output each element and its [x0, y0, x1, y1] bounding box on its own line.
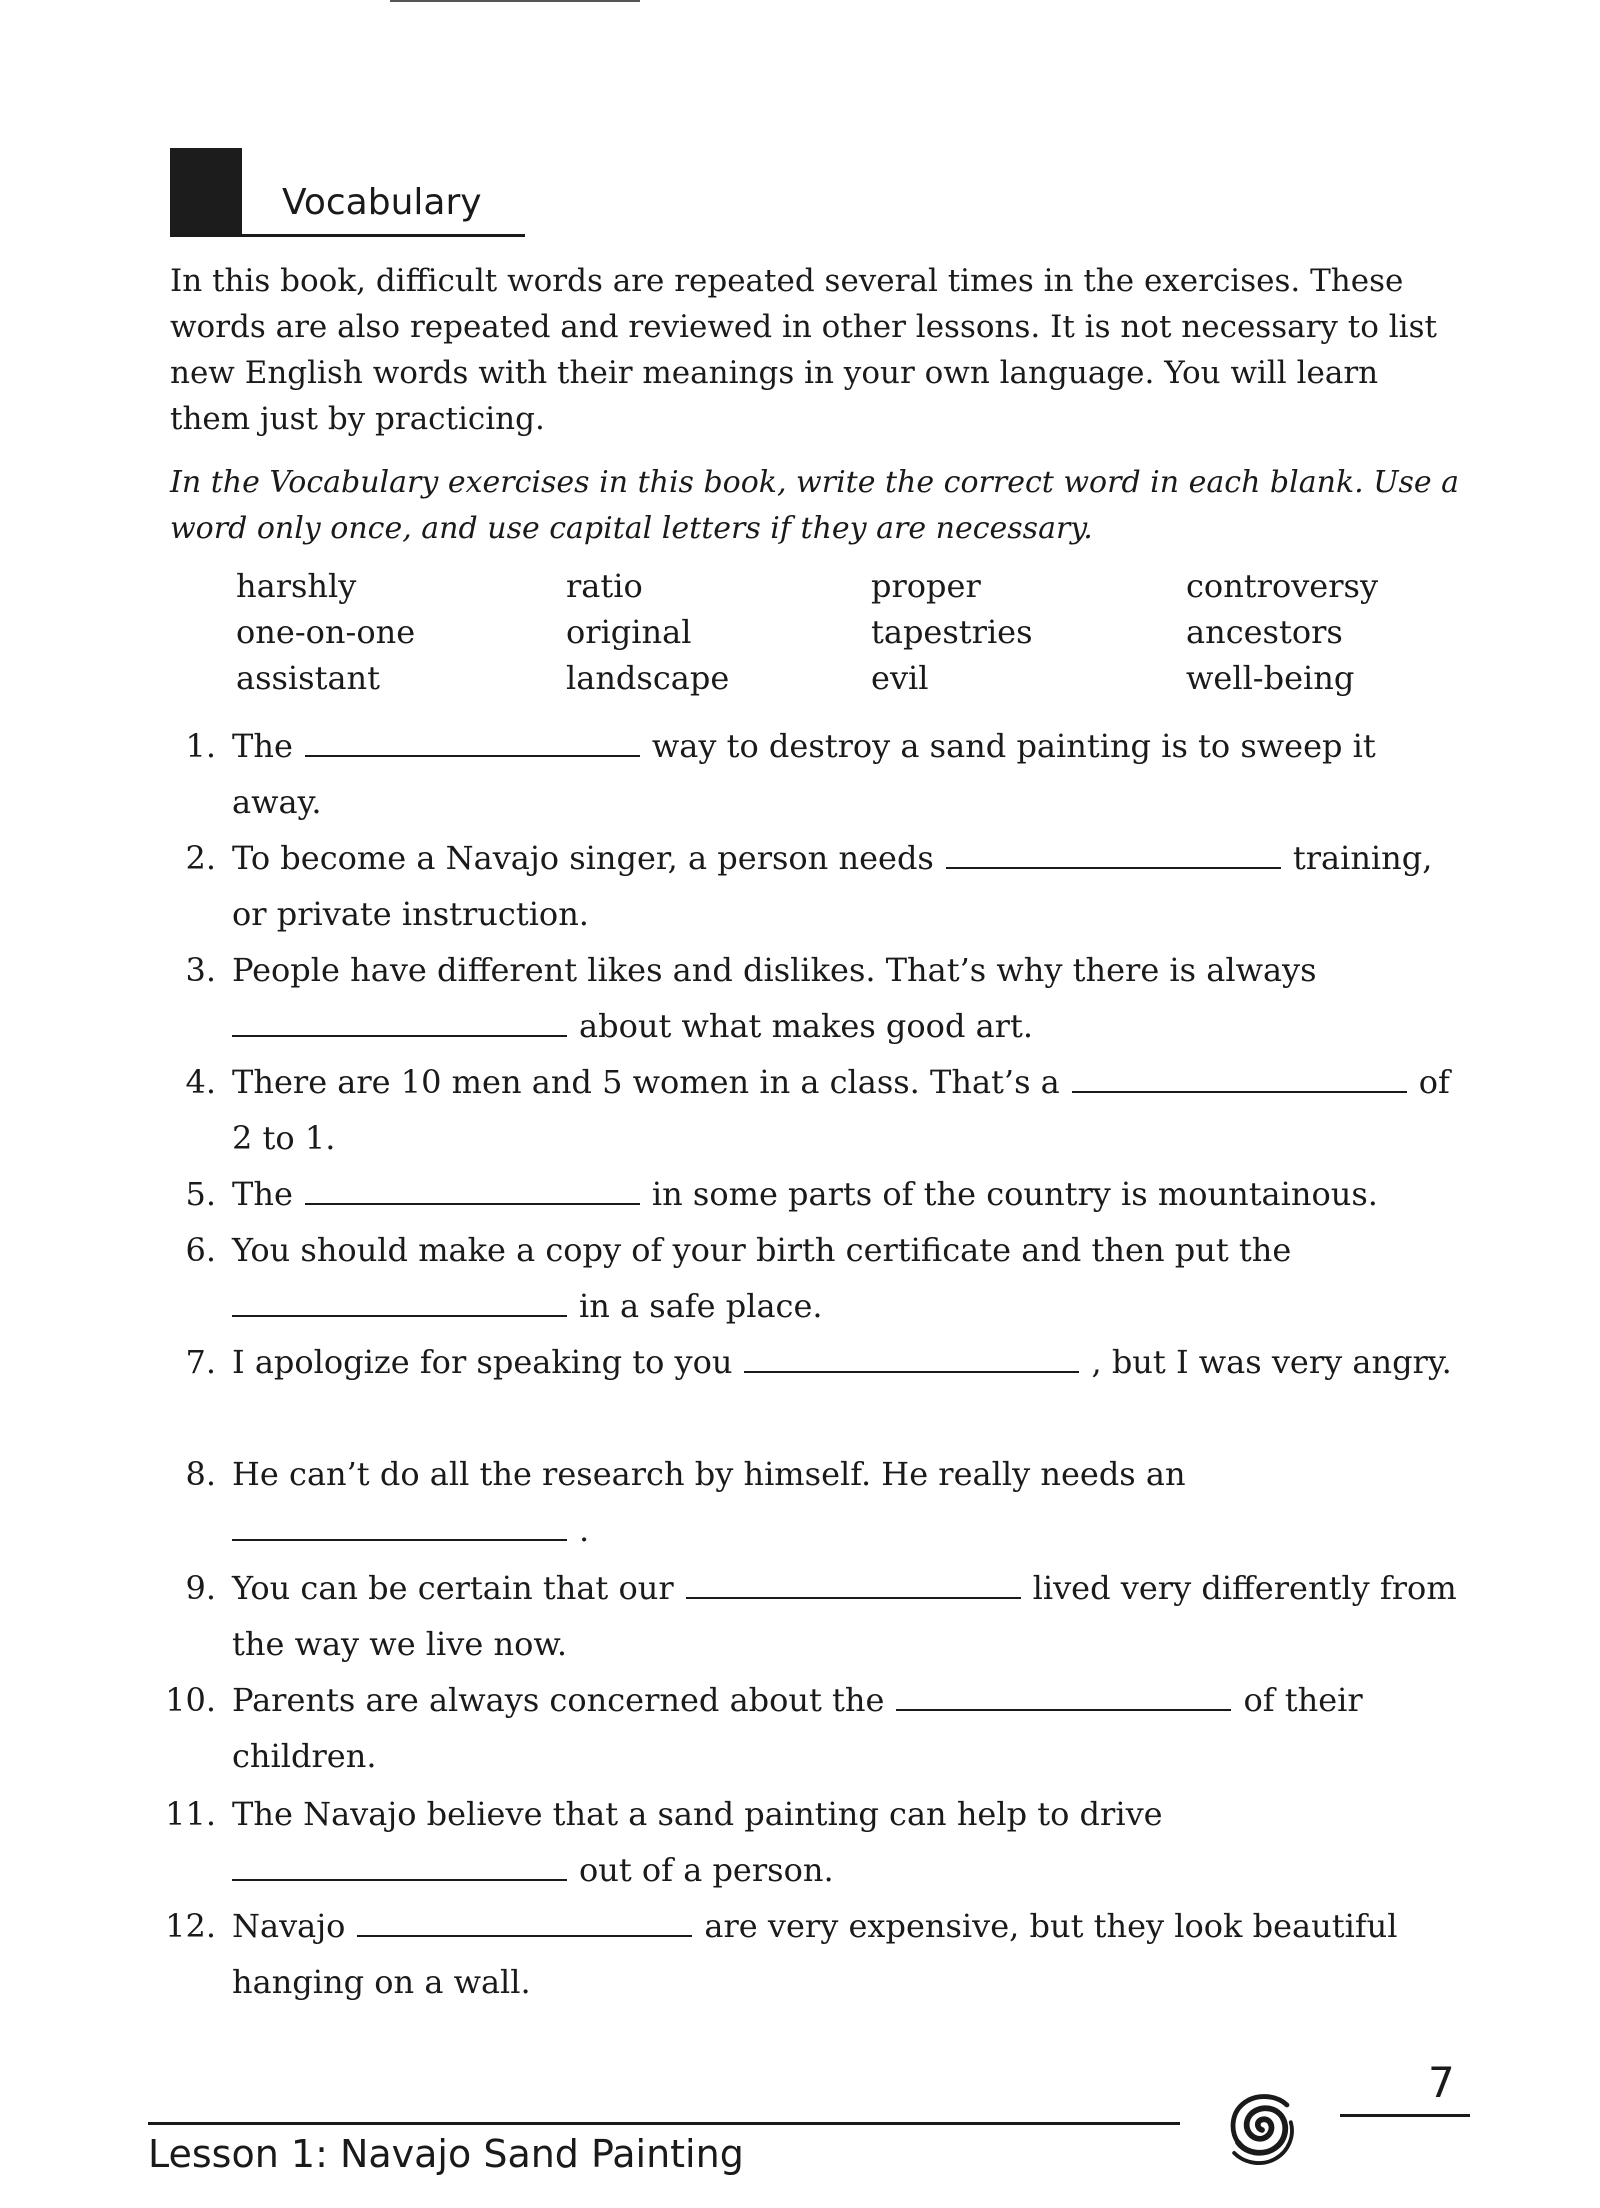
word-bank-item: ancestors: [1186, 613, 1343, 651]
exercise-text: I apologize for speaking to you: [232, 1343, 733, 1381]
exercise-text: of their children.: [232, 1681, 1363, 1775]
word-bank-item: ratio: [566, 567, 643, 605]
exercise-number: 9.: [185, 1569, 216, 1607]
answer-blank[interactable]: [744, 1335, 1079, 1373]
exercise-text: are very expensive, but they look beautiful hanging on a wall.: [232, 1907, 1398, 2001]
exercise-text: The: [232, 727, 293, 765]
exercise-number: 4.: [185, 1063, 216, 1101]
exercise-text: Parents are always concerned about the: [232, 1681, 885, 1719]
exercise-text: Navajo: [232, 1907, 346, 1945]
answer-blank[interactable]: [946, 831, 1281, 869]
answer-blank[interactable]: [896, 1673, 1231, 1711]
word-bank-item: proper: [871, 567, 981, 605]
instruction-paragraph: In the Vocabulary exercises in this book, write the correct word in each blank. Use a word only once, and use capital letters if they are necessary.: [170, 465, 1460, 546]
answer-blank[interactable]: [357, 1899, 692, 1937]
exercise-text: The: [232, 1175, 293, 1213]
word-bank: [236, 563, 1466, 701]
top-rule: [390, 0, 640, 2]
word-bank-item: evil: [871, 659, 929, 697]
answer-blank[interactable]: [232, 1503, 567, 1541]
heading-block-marker: [170, 148, 242, 236]
answer-blank[interactable]: [305, 1167, 640, 1205]
word-bank-item: tapestries: [871, 613, 1033, 651]
exercise-number: 7.: [185, 1343, 216, 1381]
exercise-number: 8.: [185, 1455, 216, 1493]
word-bank-item: one-on-one: [236, 613, 416, 651]
exercise-number: 10.: [165, 1681, 216, 1719]
exercise-text: .: [579, 1511, 590, 1549]
exercise-number: 6.: [185, 1231, 216, 1269]
exercise-text: You can be certain that our: [232, 1569, 674, 1607]
exercise-text: lived very differently from the way we live now.: [232, 1569, 1457, 1663]
word-bank-item: assistant: [236, 659, 380, 697]
answer-blank[interactable]: [232, 999, 567, 1037]
page-number-rule: [1340, 2114, 1470, 2117]
answer-blank[interactable]: [232, 1279, 567, 1317]
exercise-text: You should make a copy of your birth certificate and then put the: [232, 1231, 1292, 1269]
exercise-number: 11.: [165, 1795, 216, 1833]
exercise-text: , but I was very angry.: [1091, 1343, 1452, 1381]
exercise-text: training, or private instruction.: [232, 839, 1433, 933]
heading-underline: [170, 234, 525, 237]
intro-paragraph: In this book, difficult words are repeated several times in the exercises. These words are also repeated and reviewed in other lessons. It is not necessary to list new English words with their meanings in your own language. You will learn them just by practicing.: [170, 263, 1437, 437]
word-bank-item: controversy: [1186, 567, 1379, 605]
exercise-text: People have different likes and dislikes. That’s why there is always: [232, 951, 1317, 989]
word-bank-item: harshly: [236, 567, 357, 605]
exercise-text: out of a person.: [579, 1851, 834, 1889]
word-bank-item: original: [566, 613, 692, 651]
exercise-text: The Navajo believe that a sand painting can help to drive: [232, 1795, 1163, 1833]
answer-blank[interactable]: [686, 1561, 1021, 1599]
exercise-text: way to destroy a sand painting is to sweep it away.: [232, 727, 1376, 821]
exercise-text: in some parts of the country is mountainous.: [651, 1175, 1378, 1213]
exercise-number: 12.: [165, 1907, 216, 1945]
exercise-number: 3.: [185, 951, 216, 989]
answer-blank[interactable]: [305, 719, 640, 757]
lesson-title: Lesson 1: Navajo Sand Painting: [148, 2132, 744, 2176]
section-heading: [170, 148, 530, 240]
section-title: Vocabulary: [282, 182, 482, 223]
answer-blank[interactable]: [1072, 1055, 1407, 1093]
exercise-number: 5.: [185, 1175, 216, 1213]
exercise-text: of 2 to 1.: [232, 1063, 1450, 1157]
word-bank-item: landscape: [566, 659, 730, 697]
exercise-text: He can’t do all the research by himself. He really needs an: [232, 1455, 1186, 1493]
footer-rule: [148, 2122, 1180, 2125]
word-bank-item: well-being: [1186, 659, 1355, 697]
exercise-number: 2.: [185, 839, 216, 877]
exercise-text: To become a Navajo singer, a person needs: [232, 839, 934, 877]
spiral-icon: [1214, 2080, 1310, 2176]
answer-blank[interactable]: [232, 1843, 567, 1881]
exercise-text: There are 10 men and 5 women in a class. That’s a: [232, 1063, 1060, 1101]
page-number: 7: [1428, 2058, 1455, 2107]
exercise-number: 1.: [185, 727, 216, 765]
exercise-text: in a safe place.: [579, 1287, 823, 1325]
exercise-text: about what makes good art.: [579, 1007, 1033, 1045]
